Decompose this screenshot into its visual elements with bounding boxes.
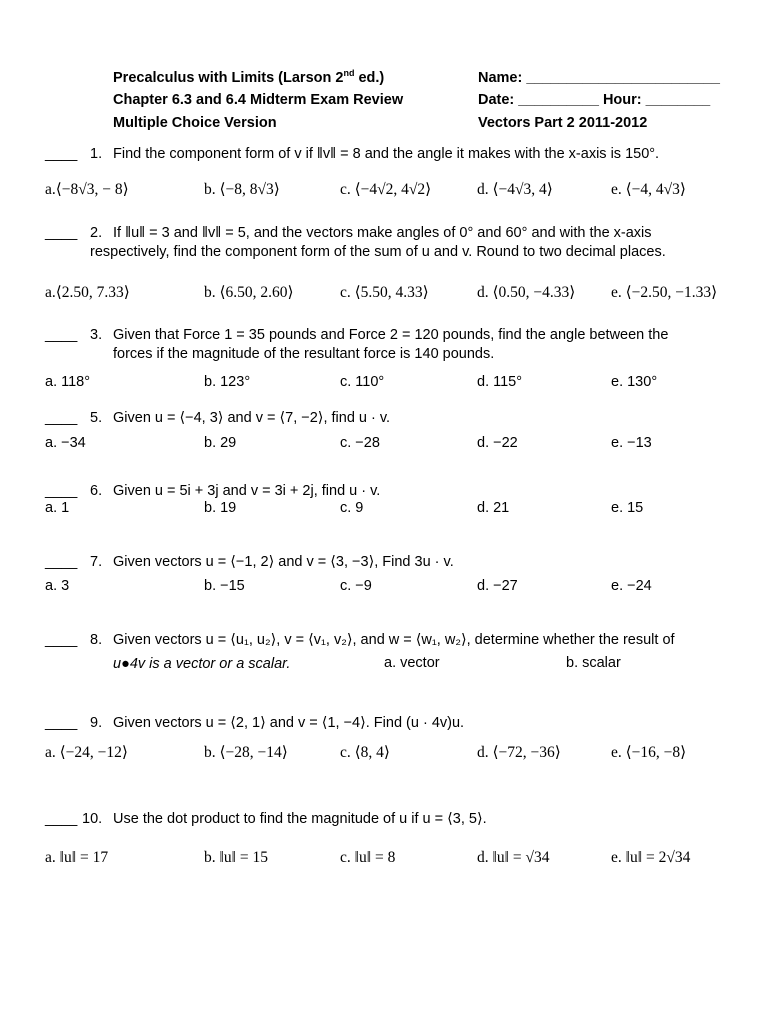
answer-blank[interactable]: ____	[45, 483, 78, 499]
question-number: 7.	[90, 554, 103, 570]
question-number: 8.	[90, 632, 103, 648]
question-number: 1.	[90, 146, 103, 162]
course-title: Precalculus with Limits (Larson 2nd ed.)	[113, 68, 385, 86]
option-d[interactable]: d. ⟨−4√3, 4⟩	[477, 181, 553, 198]
question-text-cont: u●4v is a vector or a scalar.	[113, 656, 291, 672]
answer-blank[interactable]: ____	[45, 554, 78, 570]
option-e[interactable]: e. 15	[611, 500, 644, 516]
option-b[interactable]: b. 123°	[204, 374, 251, 390]
option-a[interactable]: a. ‖u‖ = 17	[45, 849, 109, 866]
version-line: Multiple Choice Version	[113, 115, 277, 131]
option-b[interactable]: b. scalar	[566, 655, 621, 671]
question-text: Given u = ⟨−4, 3⟩ and v = ⟨7, −2⟩, find u · v.	[113, 410, 391, 426]
answer-blank[interactable]: ____	[45, 811, 78, 827]
option-a[interactable]: a. 3	[45, 578, 70, 594]
option-d[interactable]: d. ⟨0.50, −4.33⟩	[477, 284, 576, 301]
question-text: Given u = 5i + 3j and v = 3i + 2j, find u · v.	[113, 483, 381, 499]
name-field[interactable]: Name: ________________________	[478, 70, 720, 86]
unit-year: Vectors Part 2 2011-2012	[478, 115, 648, 131]
option-d[interactable]: d. ⟨−72, −36⟩	[477, 744, 561, 761]
option-d[interactable]: d. −22	[477, 435, 518, 451]
answer-blank[interactable]: ____	[45, 715, 78, 731]
chapter-line: Chapter 6.3 and 6.4 Midterm Exam Review	[113, 92, 404, 108]
option-b[interactable]: b. ⟨−28, −14⟩	[204, 744, 288, 761]
option-a[interactable]: a. vector	[384, 655, 440, 671]
option-e[interactable]: e. ⟨−4, 4√3⟩	[611, 181, 686, 198]
question-text: Given vectors u = ⟨−1, 2⟩ and v = ⟨3, −3⟩, Find 3u · v.	[113, 554, 454, 570]
option-e[interactable]: e. ‖u‖ = 2√34	[611, 849, 691, 866]
option-b[interactable]: b. 29	[204, 435, 237, 451]
question-text-cont: respectively, find the component form of the sum of u and v. Round to two decimal places.	[90, 244, 666, 260]
option-d[interactable]: d. −27	[477, 578, 518, 594]
question-text: Given that Force 1 = 35 pounds and Force 2 = 120 pounds, find the angle between the	[113, 327, 669, 343]
option-d[interactable]: d. 115°	[477, 374, 523, 390]
option-b[interactable]: b. ‖u‖ = 15	[204, 849, 268, 866]
option-e[interactable]: e. −13	[611, 435, 652, 451]
option-b[interactable]: b. −15	[204, 578, 245, 594]
answer-blank[interactable]: ____	[45, 327, 78, 343]
option-c[interactable]: c. −28	[340, 435, 380, 451]
option-a[interactable]: a. 1	[45, 500, 70, 516]
option-e[interactable]: e. −24	[611, 578, 652, 594]
question-number: 5.	[90, 410, 103, 426]
option-c[interactable]: c. 110°	[340, 374, 385, 390]
option-a[interactable]: a. ⟨−24, −12⟩	[45, 744, 128, 761]
option-e[interactable]: e. ⟨−16, −8⟩	[611, 744, 687, 761]
question-number: 2.	[90, 225, 103, 241]
question-text: Given vectors u = ⟨u₁, u₂⟩, v = ⟨v₁, v₂⟩, and w = ⟨w₁, w₂⟩, determine whether the result of	[113, 632, 675, 648]
question-text-cont: forces if the magnitude of the resultant force is 140 pounds.	[113, 346, 495, 362]
question-number: 6.	[90, 483, 103, 499]
question-number: 3.	[90, 327, 103, 343]
option-e[interactable]: e. 130°	[611, 374, 658, 390]
option-c[interactable]: c. ⟨5.50, 4.33⟩	[340, 284, 429, 301]
option-d[interactable]: d. ‖u‖ = √34	[477, 849, 550, 866]
date-hour-field[interactable]: Date: __________ Hour: ________	[478, 92, 711, 108]
answer-blank[interactable]: ____	[45, 225, 78, 241]
option-c[interactable]: c. ‖u‖ = 8	[340, 849, 396, 866]
option-a[interactable]: a. −34	[45, 435, 86, 451]
question-number: 9.	[90, 715, 103, 731]
option-e[interactable]: e. ⟨−2.50, −1.33⟩	[611, 284, 718, 301]
answer-blank[interactable]: ____	[45, 146, 78, 162]
option-b[interactable]: b. 19	[204, 500, 237, 516]
option-d[interactable]: d. 21	[477, 500, 510, 516]
option-b[interactable]: b. ⟨6.50, 2.60⟩	[204, 284, 294, 301]
answer-blank[interactable]: ____	[45, 632, 78, 648]
option-a[interactable]: a. 118°	[45, 374, 91, 390]
question-text: Find the component form of v if ‖v‖ = 8 and the angle it makes with the x-axis is 150°.	[113, 146, 660, 162]
question-text: If ‖u‖ = 3 and ‖v‖ = 5, and the vectors make angles of 0° and 60° and with the x-axis	[113, 225, 652, 241]
option-a[interactable]: a.⟨2.50, 7.33⟩	[45, 284, 130, 301]
option-c[interactable]: c. ⟨−4√2, 4√2⟩	[340, 181, 432, 198]
question-number: 10.	[82, 811, 103, 827]
option-c[interactable]: c. −9	[340, 578, 372, 594]
option-c[interactable]: c. ⟨8, 4⟩	[340, 744, 390, 761]
option-a[interactable]: a.⟨−8√3, − 8⟩	[45, 181, 129, 198]
question-text: Use the dot product to find the magnitude of u if u = ⟨3, 5⟩.	[113, 811, 487, 827]
answer-blank[interactable]: ____	[45, 410, 78, 426]
option-c[interactable]: c. 9	[340, 500, 364, 516]
question-text: Given vectors u = ⟨2, 1⟩ and v = ⟨1, −4⟩. Find (u · 4v)u.	[113, 715, 465, 731]
option-b[interactable]: b. ⟨−8, 8√3⟩	[204, 181, 280, 198]
